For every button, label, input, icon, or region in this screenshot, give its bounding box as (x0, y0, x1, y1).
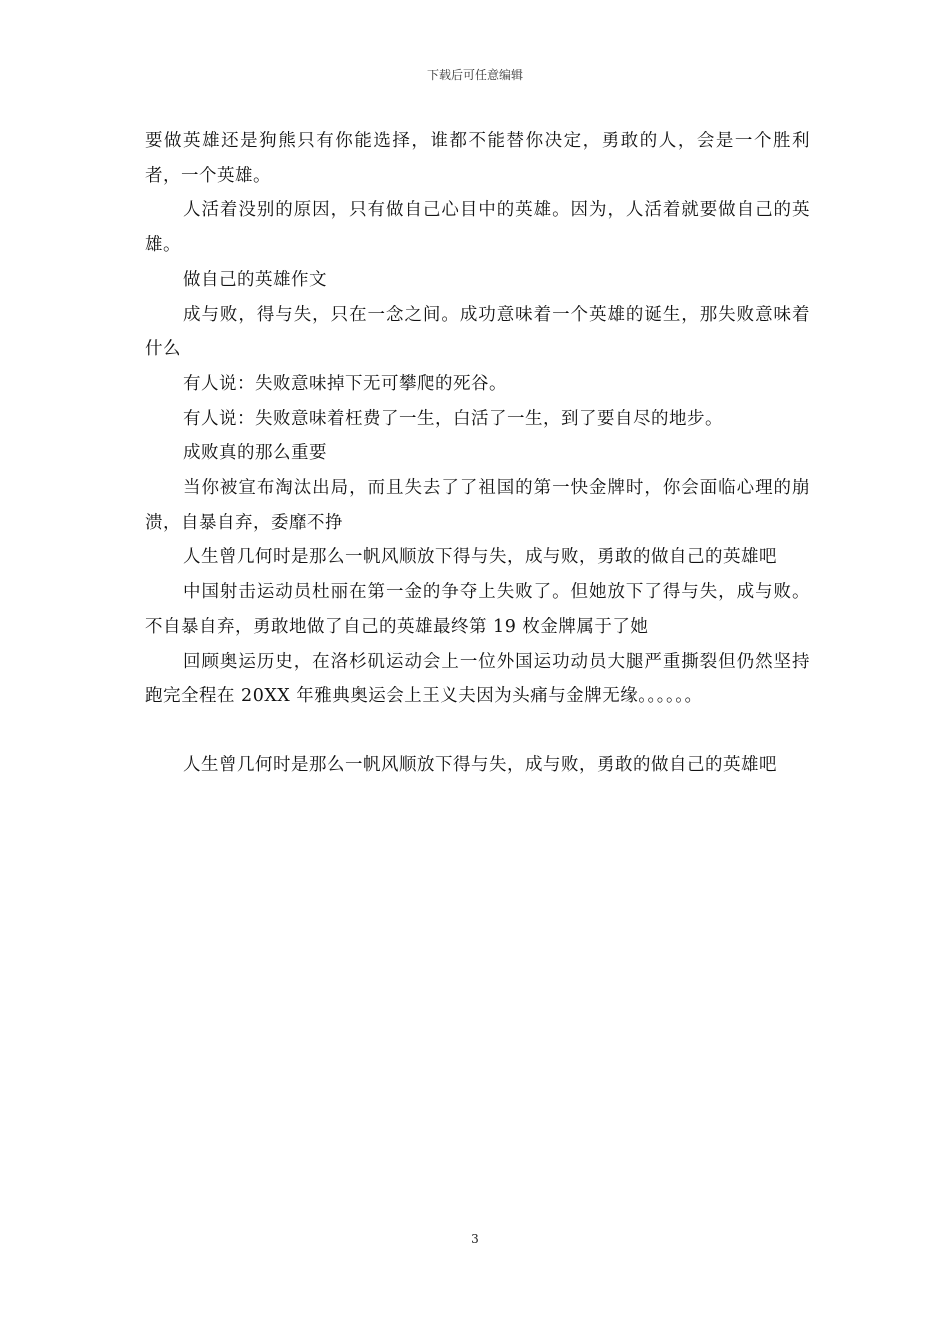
paragraph: 有人说：失败意味着枉费了一生，白活了一生，到了要自尽的地步。 (183, 408, 723, 429)
article-title: 做自己的英雄作文 (183, 269, 327, 290)
paragraph: 中国射击运动员杜丽在第一金的争夺上失败了。但她放下了得与失，成与败。不自暴自弃，勇敢地做了自己的英雄最终第 19 枚金牌属于了她 (145, 582, 810, 637)
page-header: 下载后可任意编辑 (426, 68, 523, 82)
paragraph: 有人说：失败意味掉下无可攀爬的死谷。 (183, 373, 507, 394)
paragraph: 成与败，得与失，只在一念之间。成功意味着一个英雄的诞生，那失败意味着什么 (145, 304, 810, 360)
paragraph: 回顾奥运历史，在洛杉矶运动会上一位外国运功动员大腿严重撕裂但仍然坚持跑完全程在 20XX 年雅典奥运会上王义夫因为头痛与金牌无缘。。。。。。 (145, 651, 810, 707)
document-body (145, 124, 810, 783)
page-number: 3 (471, 1232, 479, 1246)
paragraph: 成败真的那么重要 (183, 443, 327, 464)
blank-line (145, 714, 810, 748)
paragraph: 当你被宣布淘汰出局，而且失去了了祖国的第一快金牌时，你会面临心理的崩溃，自暴自弃，委靡不挣 (145, 478, 810, 533)
paragraph: 要做英雄还是狗熊只有你能选择，谁都不能替你决定，勇敢的人，会是一个胜利者，一个英雄。 (145, 131, 810, 186)
paragraph: 人生曾几何时是那么一帆风顺放下得与失，成与败，勇敢的做自己的英雄吧 (183, 754, 777, 775)
paragraph: 人活着没别的原因，只有做自己心目中的英雄。因为，人活着就要做自己的英雄。 (145, 200, 810, 256)
paragraph: 人生曾几何时是那么一帆风顺放下得与失，成与败，勇敢的做自己的英雄吧 (183, 547, 777, 568)
